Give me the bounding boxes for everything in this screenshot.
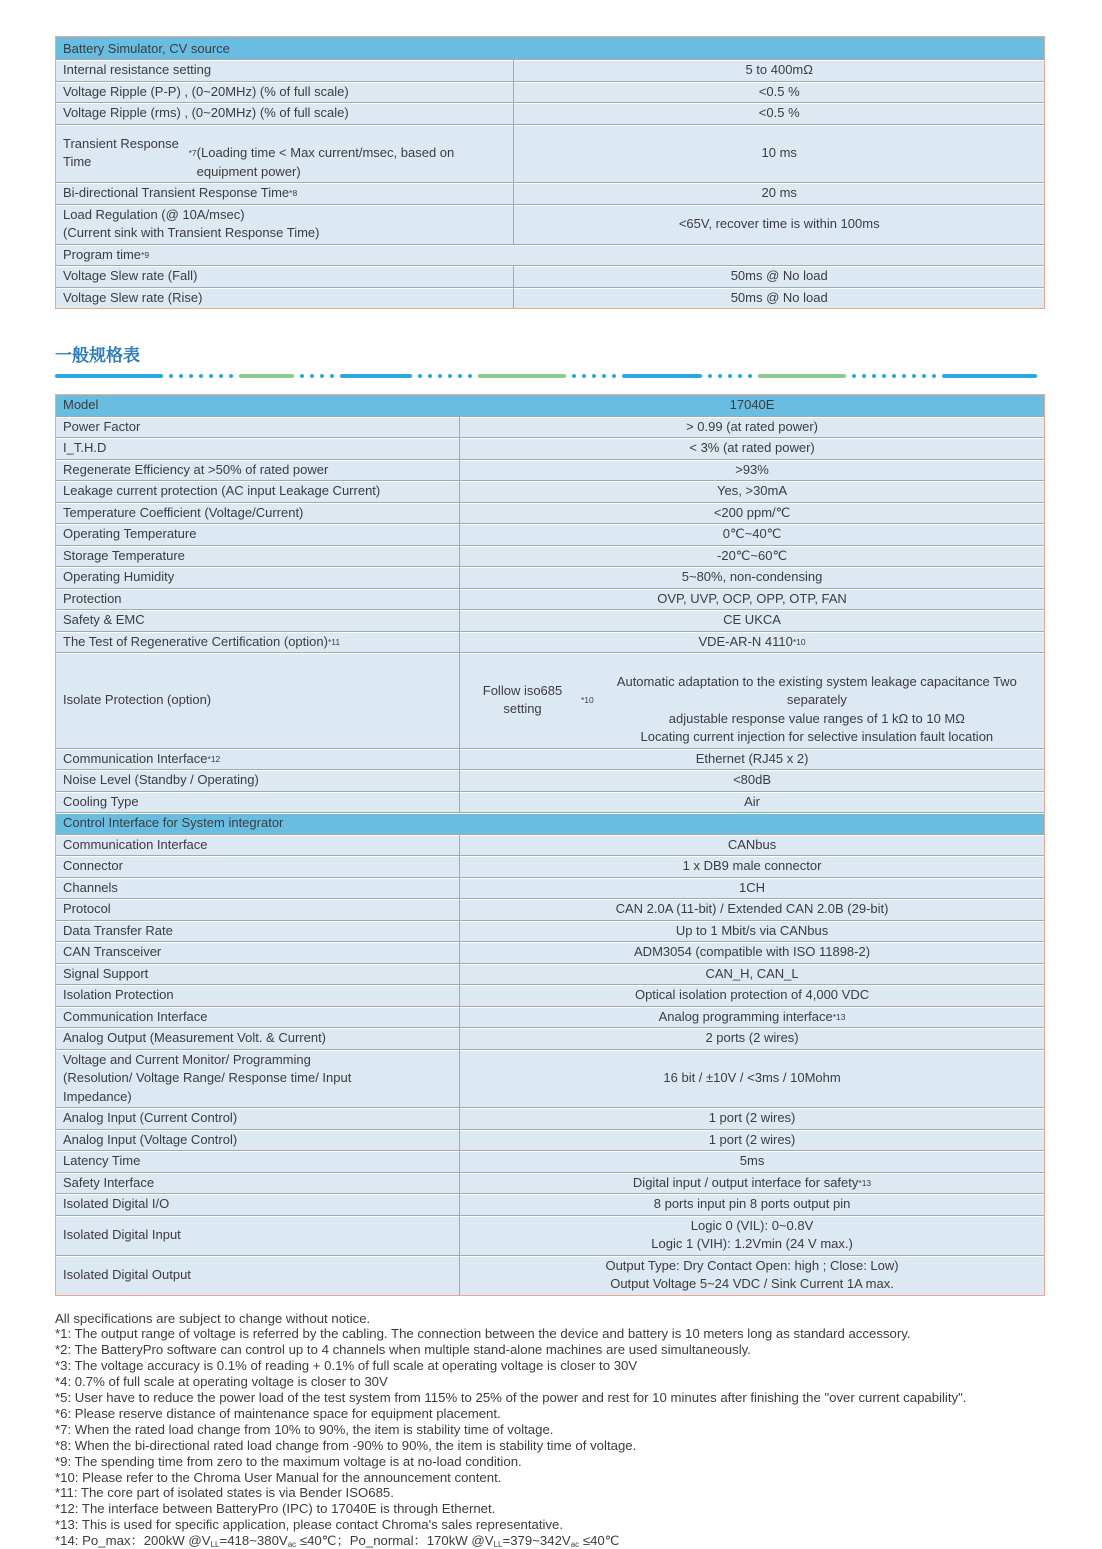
footnote-line: All specifications are subject to change without notice. [55, 1311, 1065, 1327]
table-row [56, 1107, 1044, 1129]
spec-value: 10 ms [513, 125, 1044, 183]
spec-value: CE UKCA [459, 610, 1044, 631]
spec-label: Analog Input (Current Control) [56, 1108, 459, 1129]
spec-label: Isolated Digital Input [56, 1216, 459, 1255]
spec-value: Output Type: Dry Contact Open: high ; Close: Low) Output Voltage 5~24 VDC / Sink Current 1A max. [459, 1256, 1044, 1295]
spec-value: >93% [459, 460, 1044, 481]
table-row [56, 81, 1044, 103]
spec-value: <0.5 % [513, 103, 1044, 124]
spec-value: > 0.99 (at rated power) [459, 417, 1044, 438]
spec-label: CAN Transceiver [56, 942, 459, 963]
table-row [56, 244, 1044, 266]
spec-label: Bi-directional Transient Response Time *8 [56, 183, 513, 204]
spec-label: Isolated Digital I/O [56, 1194, 459, 1215]
spec-value: <65V, recover time is within 100ms [513, 205, 1044, 244]
spec-label: Load Regulation (@ 10A/msec) (Current sink with Transient Response Time) [56, 205, 513, 244]
table-row [56, 459, 1044, 481]
table-row [56, 834, 1044, 856]
spec-value: Analog programming interface *13 [459, 1007, 1044, 1028]
table-section-header: Battery Simulator, CV source [56, 37, 1044, 59]
table-row [56, 1172, 1044, 1194]
table-row [56, 566, 1044, 588]
footnote-line: *9: The spending time from zero to the maximum voltage is at no-load condition. [55, 1454, 1065, 1470]
spec-label: Voltage Slew rate (Rise) [56, 288, 513, 309]
spec-value: 5ms [459, 1151, 1044, 1172]
model-label: Model [56, 395, 459, 416]
spec-value: CANbus [459, 835, 1044, 856]
table-row [56, 182, 1044, 204]
footnote-line: *3: The voltage accuracy is 0.1% of reading + 0.1% of full scale at operating voltage is closer to 30V [55, 1358, 1065, 1374]
table-row [56, 812, 1044, 834]
spec-value: 1CH [459, 878, 1044, 899]
spec-value: 16 bit / ±10V / <3ms / 10Mohm [459, 1050, 1044, 1108]
table-row [56, 1193, 1044, 1215]
spec-value: 2 ports (2 wires) [459, 1028, 1044, 1049]
footnote-line: *13: This is used for specific application, please contact Chroma's sales representative. [55, 1517, 1065, 1533]
footnote-line: *7: When the rated load change from 10% to 90%, the item is stability time of voltage. [55, 1422, 1065, 1438]
spec-value: Digital input / output interface for safety *13 [459, 1173, 1044, 1194]
table-row [56, 480, 1044, 502]
spec-value: Up to 1 Mbit/s via CANbus [459, 921, 1044, 942]
spec-label: Voltage Ripple (rms) , (0~20MHz) (% of full scale) [56, 103, 513, 124]
spec-value: Air [459, 792, 1044, 813]
spec-label: Temperature Coefficient (Voltage/Current) [56, 503, 459, 524]
table-row [56, 287, 1044, 309]
footnote-line: *12: The interface between BatteryPro (IPC) to 17040E is through Ethernet. [55, 1501, 1065, 1517]
spec-value: 1 port (2 wires) [459, 1130, 1044, 1151]
general-spec-rows [56, 416, 1044, 1295]
spec-value: <80dB [459, 770, 1044, 791]
footnote-line: *14: Po_max：200kW $@V_{LL}=418\sim 380V_{ac}$ ≤40℃；Po_normal：170kW $@V_{LL}=379\sim 342V_{ac}$ ≤40℃ [55, 1533, 1065, 1549]
spec-value: Follow iso685 setting *10 Automatic adaptation to the existing system leakage capacitance Two separately adjustable response value ranges of 1 kΩ to 10 MΩ Locating current injection for selective insulation fault location [459, 653, 1044, 748]
table-row [56, 791, 1044, 813]
table-row [56, 124, 1044, 183]
battery-simulator-table [55, 36, 1045, 309]
footnote-line: *6: Please reserve distance of maintenance space for equipment placement. [55, 1406, 1065, 1422]
spec-value: Optical isolation protection of 4,000 VDC [459, 985, 1044, 1006]
table-row [56, 748, 1044, 770]
table-row [56, 1215, 1044, 1255]
footnotes [55, 1311, 1065, 1549]
spec-label: Voltage and Current Monitor/ Programming (Resolution/ Voltage Range/ Response time/ Input Impedance) [56, 1050, 459, 1108]
table-row [56, 59, 1044, 81]
model-header-row [56, 395, 1044, 416]
spec-value: OVP, UVP, OCP, OPP, OTP, FAN [459, 589, 1044, 610]
table-row [56, 769, 1044, 791]
spec-label: Operating Temperature [56, 524, 459, 545]
spec-label: Leakage current protection (AC input Leakage Current) [56, 481, 459, 502]
spec-label: Communication Interface *12 [56, 749, 459, 770]
table-row [56, 1150, 1044, 1172]
table-row [56, 963, 1044, 985]
spec-value: 50ms @ No load [513, 266, 1044, 287]
table-row [56, 588, 1044, 610]
table-row [56, 1027, 1044, 1049]
spec-value: 1 x DB9 male connector [459, 856, 1044, 877]
spec-label: Voltage Slew rate (Fall) [56, 266, 513, 287]
table-row [56, 102, 1044, 124]
spec-label: Operating Humidity [56, 567, 459, 588]
spec-label: Control Interface for System integrator [56, 813, 1044, 834]
spec-value: 20 ms [513, 183, 1044, 204]
spec-label: Communication Interface [56, 1007, 459, 1028]
spec-label: Analog Input (Voltage Control) [56, 1130, 459, 1151]
spec-value: 8 ports input pin 8 ports output pin [459, 1194, 1044, 1215]
spec-label: Isolate Protection (option) [56, 653, 459, 748]
spec-value: Ethernet (RJ45 x 2) [459, 749, 1044, 770]
table-row [56, 898, 1044, 920]
spec-value: CAN 2.0A (11-bit) / Extended CAN 2.0B (29-bit) [459, 899, 1044, 920]
model-value: 17040E [459, 395, 1044, 416]
table-row [56, 920, 1044, 942]
battery-simulator-rows [56, 59, 1044, 308]
table-row [56, 204, 1044, 244]
spec-value: 50ms @ No load [513, 288, 1044, 309]
spec-label: Transient Response Time *7 (Loading time < Max current/msec, based on equipment power) [56, 125, 513, 183]
spec-label: Program time *9 [56, 245, 1044, 266]
footnote-line: *10: Please refer to the Chroma User Manual for the announcement content. [55, 1470, 1065, 1486]
table-row [56, 416, 1044, 438]
spec-value: 5~80%, non-condensing [459, 567, 1044, 588]
spec-label: Regenerate Efficiency at >50% of rated power [56, 460, 459, 481]
spec-value: 0℃~40℃ [459, 524, 1044, 545]
table-row [56, 652, 1044, 748]
spec-value: VDE-AR-N 4110 *10 [459, 632, 1044, 653]
spec-value: <200 ppm/℃ [459, 503, 1044, 524]
spec-label: Data Transfer Rate [56, 921, 459, 942]
decorative-dotted-line [55, 373, 1045, 378]
spec-label: Protocol [56, 899, 459, 920]
spec-label: Internal resistance setting [56, 60, 513, 81]
footnote-line: *2: The BatteryPro software can control up to 4 channels when multiple stand-alone machines are used simultaneously. [55, 1342, 1065, 1358]
spec-label: I_T.H.D [56, 438, 459, 459]
footnote-line: *11: The core part of isolated states is via Bender ISO685. [55, 1485, 1065, 1501]
table-row [56, 523, 1044, 545]
spec-label: Cooling Type [56, 792, 459, 813]
table-row [56, 855, 1044, 877]
table-row [56, 265, 1044, 287]
table-row [56, 984, 1044, 1006]
table-row [56, 877, 1044, 899]
spec-value: CAN_H, CAN_L [459, 964, 1044, 985]
spec-value: Logic 0 (VIL): 0~0.8V Logic 1 (VIH): 1.2Vmin (24 V max.) [459, 1216, 1044, 1255]
footnote-line: *8: When the bi-directional rated load change from -90% to 90%, the item is stability time of voltage. [55, 1438, 1065, 1454]
table-row [56, 1255, 1044, 1295]
spec-label: Isolation Protection [56, 985, 459, 1006]
table-row [56, 631, 1044, 653]
spec-label: Communication Interface [56, 835, 459, 856]
spec-value: ADM3054 (compatible with ISO 11898-2) [459, 942, 1044, 963]
table-row [56, 1129, 1044, 1151]
table-row [56, 545, 1044, 567]
spec-label: Isolated Digital Output [56, 1256, 459, 1295]
table-row [56, 941, 1044, 963]
spec-label: Connector [56, 856, 459, 877]
table-row [56, 609, 1044, 631]
spec-value: 5 to 400mΩ [513, 60, 1044, 81]
spec-label: Analog Output (Measurement Volt. & Current) [56, 1028, 459, 1049]
spec-label: Noise Level (Standby / Operating) [56, 770, 459, 791]
table-row [56, 437, 1044, 459]
general-spec-table [55, 394, 1045, 1296]
footnote-line: *4: 0.7% of full scale at operating voltage is closer to 30V [55, 1374, 1065, 1390]
spec-label: Signal Support [56, 964, 459, 985]
footnote-line: *5: User have to reduce the power load of the test system from 115% to 25% of the power and rest for 10 minutes after finishing the "over current capability". [55, 1390, 1065, 1406]
spec-value: Yes, >30mA [459, 481, 1044, 502]
footnote-line: *1: The output range of voltage is referred by the cabling. The connection between the device and battery is 10 meters long as standard accessory. [55, 1326, 1065, 1342]
spec-label: The Test of Regenerative Certification (option) *11 [56, 632, 459, 653]
table-row [56, 1006, 1044, 1028]
spec-label: Safety Interface [56, 1173, 459, 1194]
spec-value: < 3% (at rated power) [459, 438, 1044, 459]
spec-label: Storage Temperature [56, 546, 459, 567]
table-row [56, 502, 1044, 524]
spec-label: Channels [56, 878, 459, 899]
table-row [56, 1049, 1044, 1108]
spec-value: -20℃~60℃ [459, 546, 1044, 567]
spec-label: Protection [56, 589, 459, 610]
spec-label: Power Factor [56, 417, 459, 438]
spec-label: Voltage Ripple (P-P) , (0~20MHz) (% of full scale) [56, 82, 513, 103]
spec-label: Safety & EMC [56, 610, 459, 631]
spec-value: 1 port (2 wires) [459, 1108, 1044, 1129]
spec-value: <0.5 % [513, 82, 1044, 103]
spec-label: Latency Time [56, 1151, 459, 1172]
page-title: 一般规格表 [55, 341, 1047, 366]
